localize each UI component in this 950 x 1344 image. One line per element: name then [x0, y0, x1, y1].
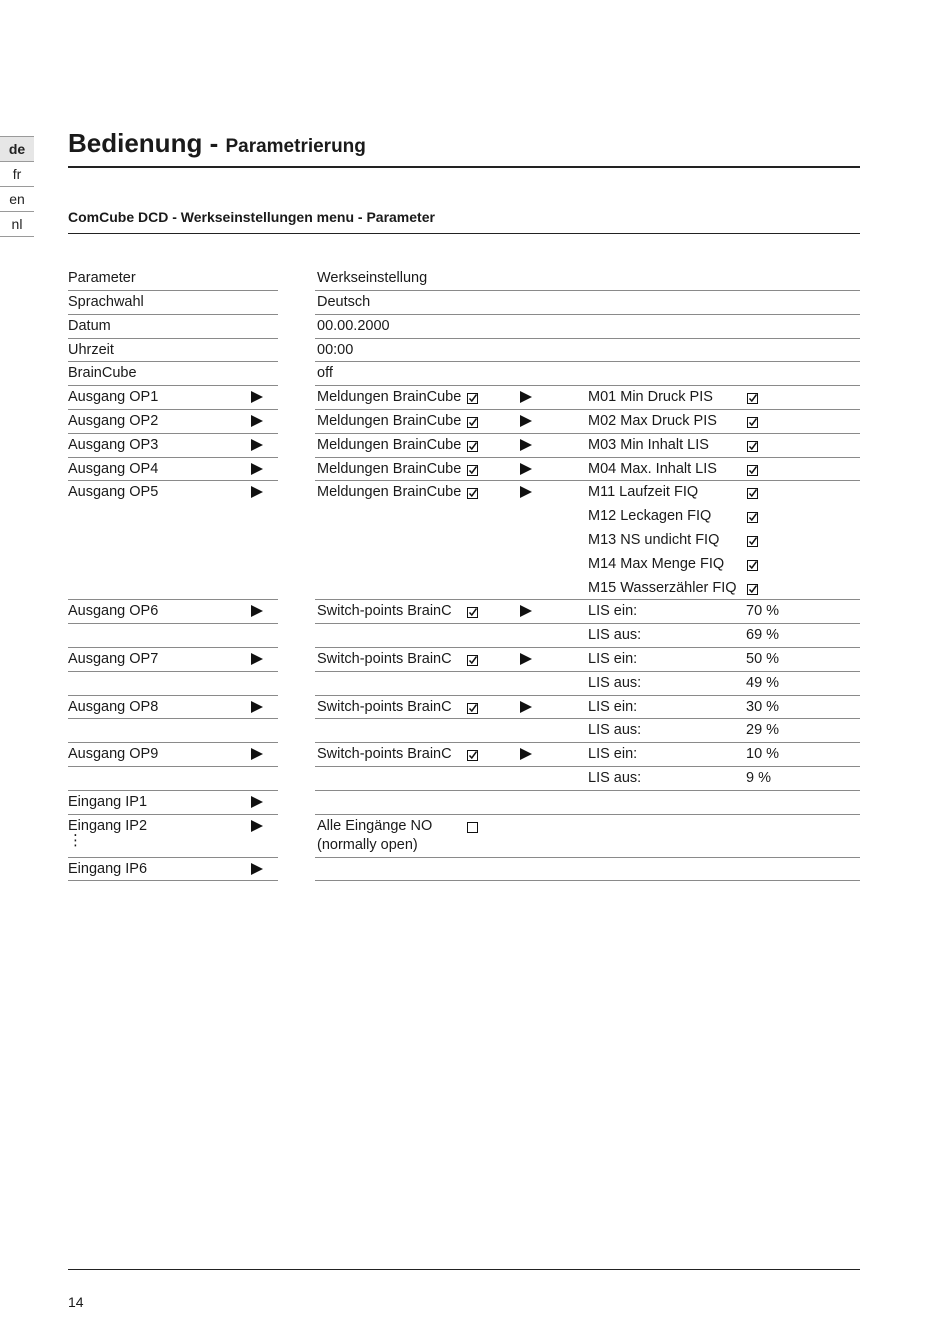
row-divider	[68, 857, 278, 858]
row-divider	[68, 338, 278, 339]
checkbox-checked-icon	[467, 655, 478, 666]
arrow-right-icon	[251, 391, 263, 403]
default-value: 00:00	[317, 341, 354, 358]
parameter-label: Ausgang OP4	[68, 460, 159, 477]
default-value: Deutsch	[317, 294, 371, 310]
row-divider	[315, 480, 860, 481]
arrow-right-icon	[251, 439, 263, 451]
default-value: off	[317, 365, 333, 382]
row-divider	[68, 814, 278, 815]
sub-row-divider	[315, 718, 860, 719]
row-divider	[68, 647, 278, 648]
row-divider	[315, 695, 860, 696]
default-value: Switch-points BrainC	[317, 651, 452, 667]
arrow-right-icon	[520, 415, 532, 427]
language-tabs	[0, 136, 34, 237]
parameter-label: Eingang IP1	[68, 793, 148, 810]
language-tab-fr[interactable]: fr	[0, 162, 34, 187]
arrow-right-icon	[520, 748, 532, 760]
ellipsis-marker: ⋮	[68, 831, 83, 849]
default-value-line2: (normally open)	[317, 836, 418, 853]
row-divider	[315, 814, 860, 815]
parameter-label: Sprachwahl	[68, 294, 144, 310]
checkbox-checked-icon	[467, 465, 478, 476]
sub-parameter-label: M12 Leckagen FIQ	[588, 508, 712, 525]
page-title: Bedienung	[68, 128, 203, 158]
language-tab-nl[interactable]: nl	[0, 212, 34, 237]
row-divider	[315, 457, 860, 458]
row-divider	[68, 433, 278, 434]
sub-parameter-label: M02 Max Druck PIS	[588, 413, 717, 429]
checkbox-checked-icon	[747, 512, 758, 523]
checkbox-checked-icon	[747, 441, 758, 452]
checkbox-checked-icon	[467, 703, 478, 714]
checkbox-checked-icon	[467, 417, 478, 428]
arrow-right-icon	[520, 463, 532, 475]
default-value: Switch-points BrainC	[317, 603, 452, 620]
sub-parameter-label: LIS aus:	[588, 722, 642, 739]
row-divider	[315, 290, 860, 291]
sub-row-divider	[315, 623, 860, 624]
row-divider	[68, 695, 278, 696]
row-divider	[315, 790, 860, 791]
default-value: Switch-points BrainC	[317, 746, 452, 763]
column-header-default: Werkseinstellung	[317, 270, 428, 286]
row-divider	[68, 314, 278, 315]
sub-parameter-label: LIS aus:	[588, 627, 642, 644]
sub-parameter-label: M15 Wasserzähler FIQ	[588, 579, 737, 596]
sub-row-divider	[315, 671, 860, 672]
default-value: Switch-points BrainC	[317, 698, 452, 715]
checkbox-checked-icon	[747, 560, 758, 571]
arrow-right-icon	[251, 486, 263, 498]
row-divider	[68, 361, 278, 362]
row-divider	[68, 385, 278, 386]
arrow-right-icon	[251, 415, 263, 427]
sub-parameter-value: 50 %	[746, 651, 780, 667]
arrow-right-icon	[251, 605, 263, 617]
page-subtitle: Parametrierung	[225, 136, 366, 157]
parameter-label: Ausgang OP5	[68, 484, 159, 501]
row-divider	[315, 647, 860, 648]
row-divider	[315, 314, 860, 315]
arrow-right-icon	[520, 439, 532, 451]
language-tab-de[interactable]: de	[0, 136, 34, 162]
parameter-label: Ausgang OP8	[68, 698, 159, 715]
sub-row-divider	[68, 671, 278, 672]
sub-row-divider	[315, 766, 860, 767]
arrow-right-icon	[251, 820, 263, 832]
arrow-right-icon	[520, 391, 532, 403]
parameter-label: Eingang IP6	[68, 860, 148, 877]
parameter-label: Ausgang OP7	[68, 651, 159, 667]
checkbox-checked-icon	[747, 393, 758, 404]
arrow-right-icon	[251, 653, 263, 665]
default-value: Meldungen BrainCube	[317, 389, 462, 406]
sub-parameter-value: 70 %	[746, 603, 780, 620]
sub-parameter-label: M03 Min Inhalt LIS	[588, 436, 709, 453]
page-header	[68, 128, 860, 168]
arrow-right-icon	[520, 653, 532, 665]
row-divider	[315, 599, 860, 600]
row-divider	[68, 480, 278, 481]
sub-parameter-label: M04 Max. Inhalt LIS	[588, 460, 717, 477]
sub-parameter-value: 10 %	[746, 746, 780, 763]
section-title: ComCube DCD - Werkseinstellungen menu - Parameter	[68, 209, 860, 234]
arrow-right-icon	[251, 463, 263, 475]
sub-parameter-value: 49 %	[746, 674, 780, 691]
row-divider	[315, 338, 860, 339]
parameter-label: Ausgang OP3	[68, 436, 159, 453]
checkbox-checked-icon	[467, 607, 478, 618]
row-divider	[315, 880, 860, 881]
sub-parameter-label: M01 Min Druck PIS	[588, 389, 713, 406]
row-divider	[315, 385, 860, 386]
row-divider	[315, 361, 860, 362]
column-header-parameter: Parameter	[68, 270, 136, 286]
parameter-label: Ausgang OP1	[68, 389, 159, 406]
parameter-label: Ausgang OP9	[68, 746, 159, 763]
sub-parameter-label: LIS ein:	[588, 603, 638, 620]
checkbox-checked-icon	[467, 488, 478, 499]
sub-parameter-value: 69 %	[746, 627, 780, 644]
sub-parameter-label: LIS aus:	[588, 770, 642, 786]
row-divider	[68, 599, 278, 600]
arrow-right-icon	[520, 486, 532, 498]
checkbox-empty-icon	[467, 822, 478, 833]
row-divider	[68, 409, 278, 410]
row-divider	[68, 457, 278, 458]
row-divider	[68, 880, 278, 881]
page-number: 14	[68, 1294, 84, 1310]
parameter-label: Datum	[68, 317, 111, 334]
sub-parameter-value: 30 %	[746, 698, 780, 715]
sub-parameter-label: LIS ein:	[588, 746, 638, 763]
title-separator: -	[202, 128, 226, 158]
checkbox-checked-icon	[747, 536, 758, 547]
sub-parameter-label: LIS ein:	[588, 698, 638, 715]
arrow-right-icon	[251, 863, 263, 875]
arrow-right-icon	[251, 796, 263, 808]
row-divider	[315, 433, 860, 434]
default-value: Meldungen BrainCube	[317, 436, 462, 453]
default-value: Meldungen BrainCube	[317, 460, 462, 477]
checkbox-checked-icon	[747, 488, 758, 499]
parameter-label: Ausgang OP6	[68, 603, 159, 620]
row-divider	[315, 742, 860, 743]
language-tab-en[interactable]: en	[0, 187, 34, 212]
parameter-label: Ausgang OP2	[68, 413, 159, 429]
checkbox-checked-icon	[467, 393, 478, 404]
arrow-right-icon	[251, 701, 263, 713]
parameter-label: Uhrzeit	[68, 341, 114, 358]
row-divider	[315, 857, 860, 858]
row-divider	[68, 790, 278, 791]
row-divider	[68, 290, 278, 291]
sub-parameter-label: M13 NS undicht FIQ	[588, 532, 720, 548]
parameter-label: BrainCube	[68, 365, 137, 382]
checkbox-checked-icon	[467, 750, 478, 761]
row-divider	[68, 742, 278, 743]
sub-parameter-label: LIS ein:	[588, 651, 638, 667]
sub-parameter-value: 9 %	[746, 770, 771, 786]
sub-parameter-label: M14 Max Menge FIQ	[588, 555, 725, 572]
default-value: Meldungen BrainCube	[317, 413, 462, 429]
sub-parameter-value: 29 %	[746, 722, 780, 739]
row-divider	[315, 409, 860, 410]
footer-rule	[68, 1269, 860, 1270]
arrow-right-icon	[520, 605, 532, 617]
arrow-right-icon	[520, 701, 532, 713]
sub-parameter-label: LIS aus:	[588, 674, 642, 691]
default-value: 00.00.2000	[317, 317, 390, 334]
default-value: Alle Eingänge NO	[317, 817, 433, 834]
arrow-right-icon	[251, 748, 263, 760]
checkbox-checked-icon	[747, 417, 758, 428]
sub-row-divider	[68, 623, 278, 624]
checkbox-checked-icon	[467, 441, 478, 452]
checkbox-checked-icon	[747, 465, 758, 476]
sub-row-divider	[68, 718, 278, 719]
sub-row-divider	[68, 766, 278, 767]
sub-parameter-label: M11 Laufzeit FIQ	[588, 484, 699, 501]
default-value: Meldungen BrainCube	[317, 484, 462, 501]
parameter-label: Eingang IP2	[68, 817, 148, 834]
checkbox-checked-icon	[747, 584, 758, 595]
